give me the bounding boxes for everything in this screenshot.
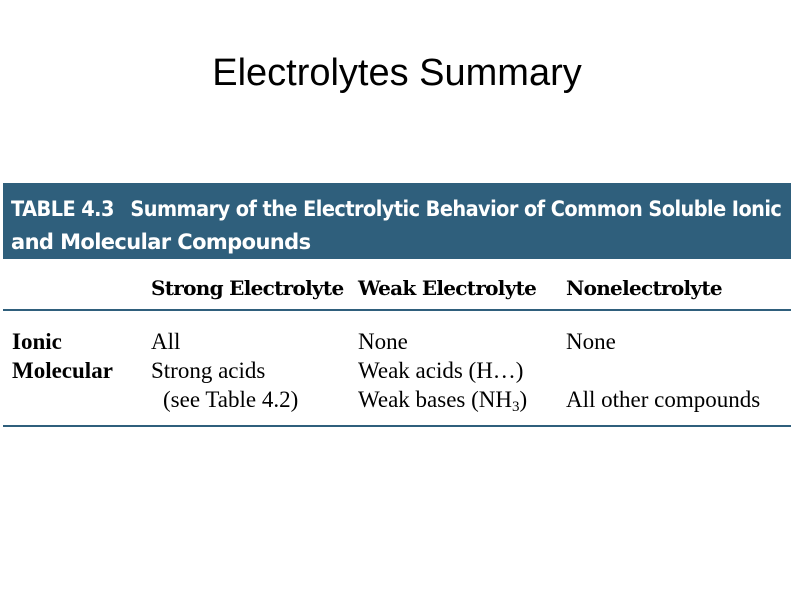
- cell-ionic-strong: All: [151, 329, 181, 354]
- electrolyte-table: [3, 183, 791, 427]
- column-header-row: [3, 259, 791, 311]
- column-header-strong: Strong Electrolyte: [151, 276, 344, 300]
- table-body: [3, 311, 791, 427]
- row-label-molecular: Molecular: [12, 358, 113, 383]
- weak-bases-prefix: Weak bases (NH: [358, 387, 512, 412]
- slide-title-text: Electrolytes Summary: [212, 52, 582, 94]
- table-caption: [3, 183, 791, 259]
- table-caption-line-2: and Molecular Compounds: [11, 230, 311, 254]
- table-caption-text-1: Summary of the Electrolytic Behavior of Common Soluble Ionic: [130, 197, 782, 221]
- column-header-weak: Weak Electrolyte: [358, 276, 537, 300]
- cell-ionic-non: None: [566, 329, 616, 354]
- slide-title: [0, 52, 794, 95]
- cell-ionic-weak: None: [358, 329, 408, 354]
- cell-molecular-strong: Strong acids: [151, 358, 266, 383]
- weak-bases-subscript: 3: [511, 399, 520, 415]
- row-label-ionic: Ionic: [12, 329, 62, 354]
- table-number: TABLE 4.3: [11, 197, 114, 221]
- table-caption-line-1: [11, 193, 782, 226]
- cell-molecular-weak-bases: [358, 385, 527, 422]
- cell-molecular-weak-acids: Weak acids (H…): [358, 358, 524, 383]
- weak-bases-suffix: ): [519, 387, 528, 412]
- column-header-non: Nonelectrolyte: [566, 276, 722, 300]
- cell-molecular-non: All other compounds: [566, 387, 761, 412]
- cell-molecular-strong-note: (see Table 4.2): [163, 387, 299, 412]
